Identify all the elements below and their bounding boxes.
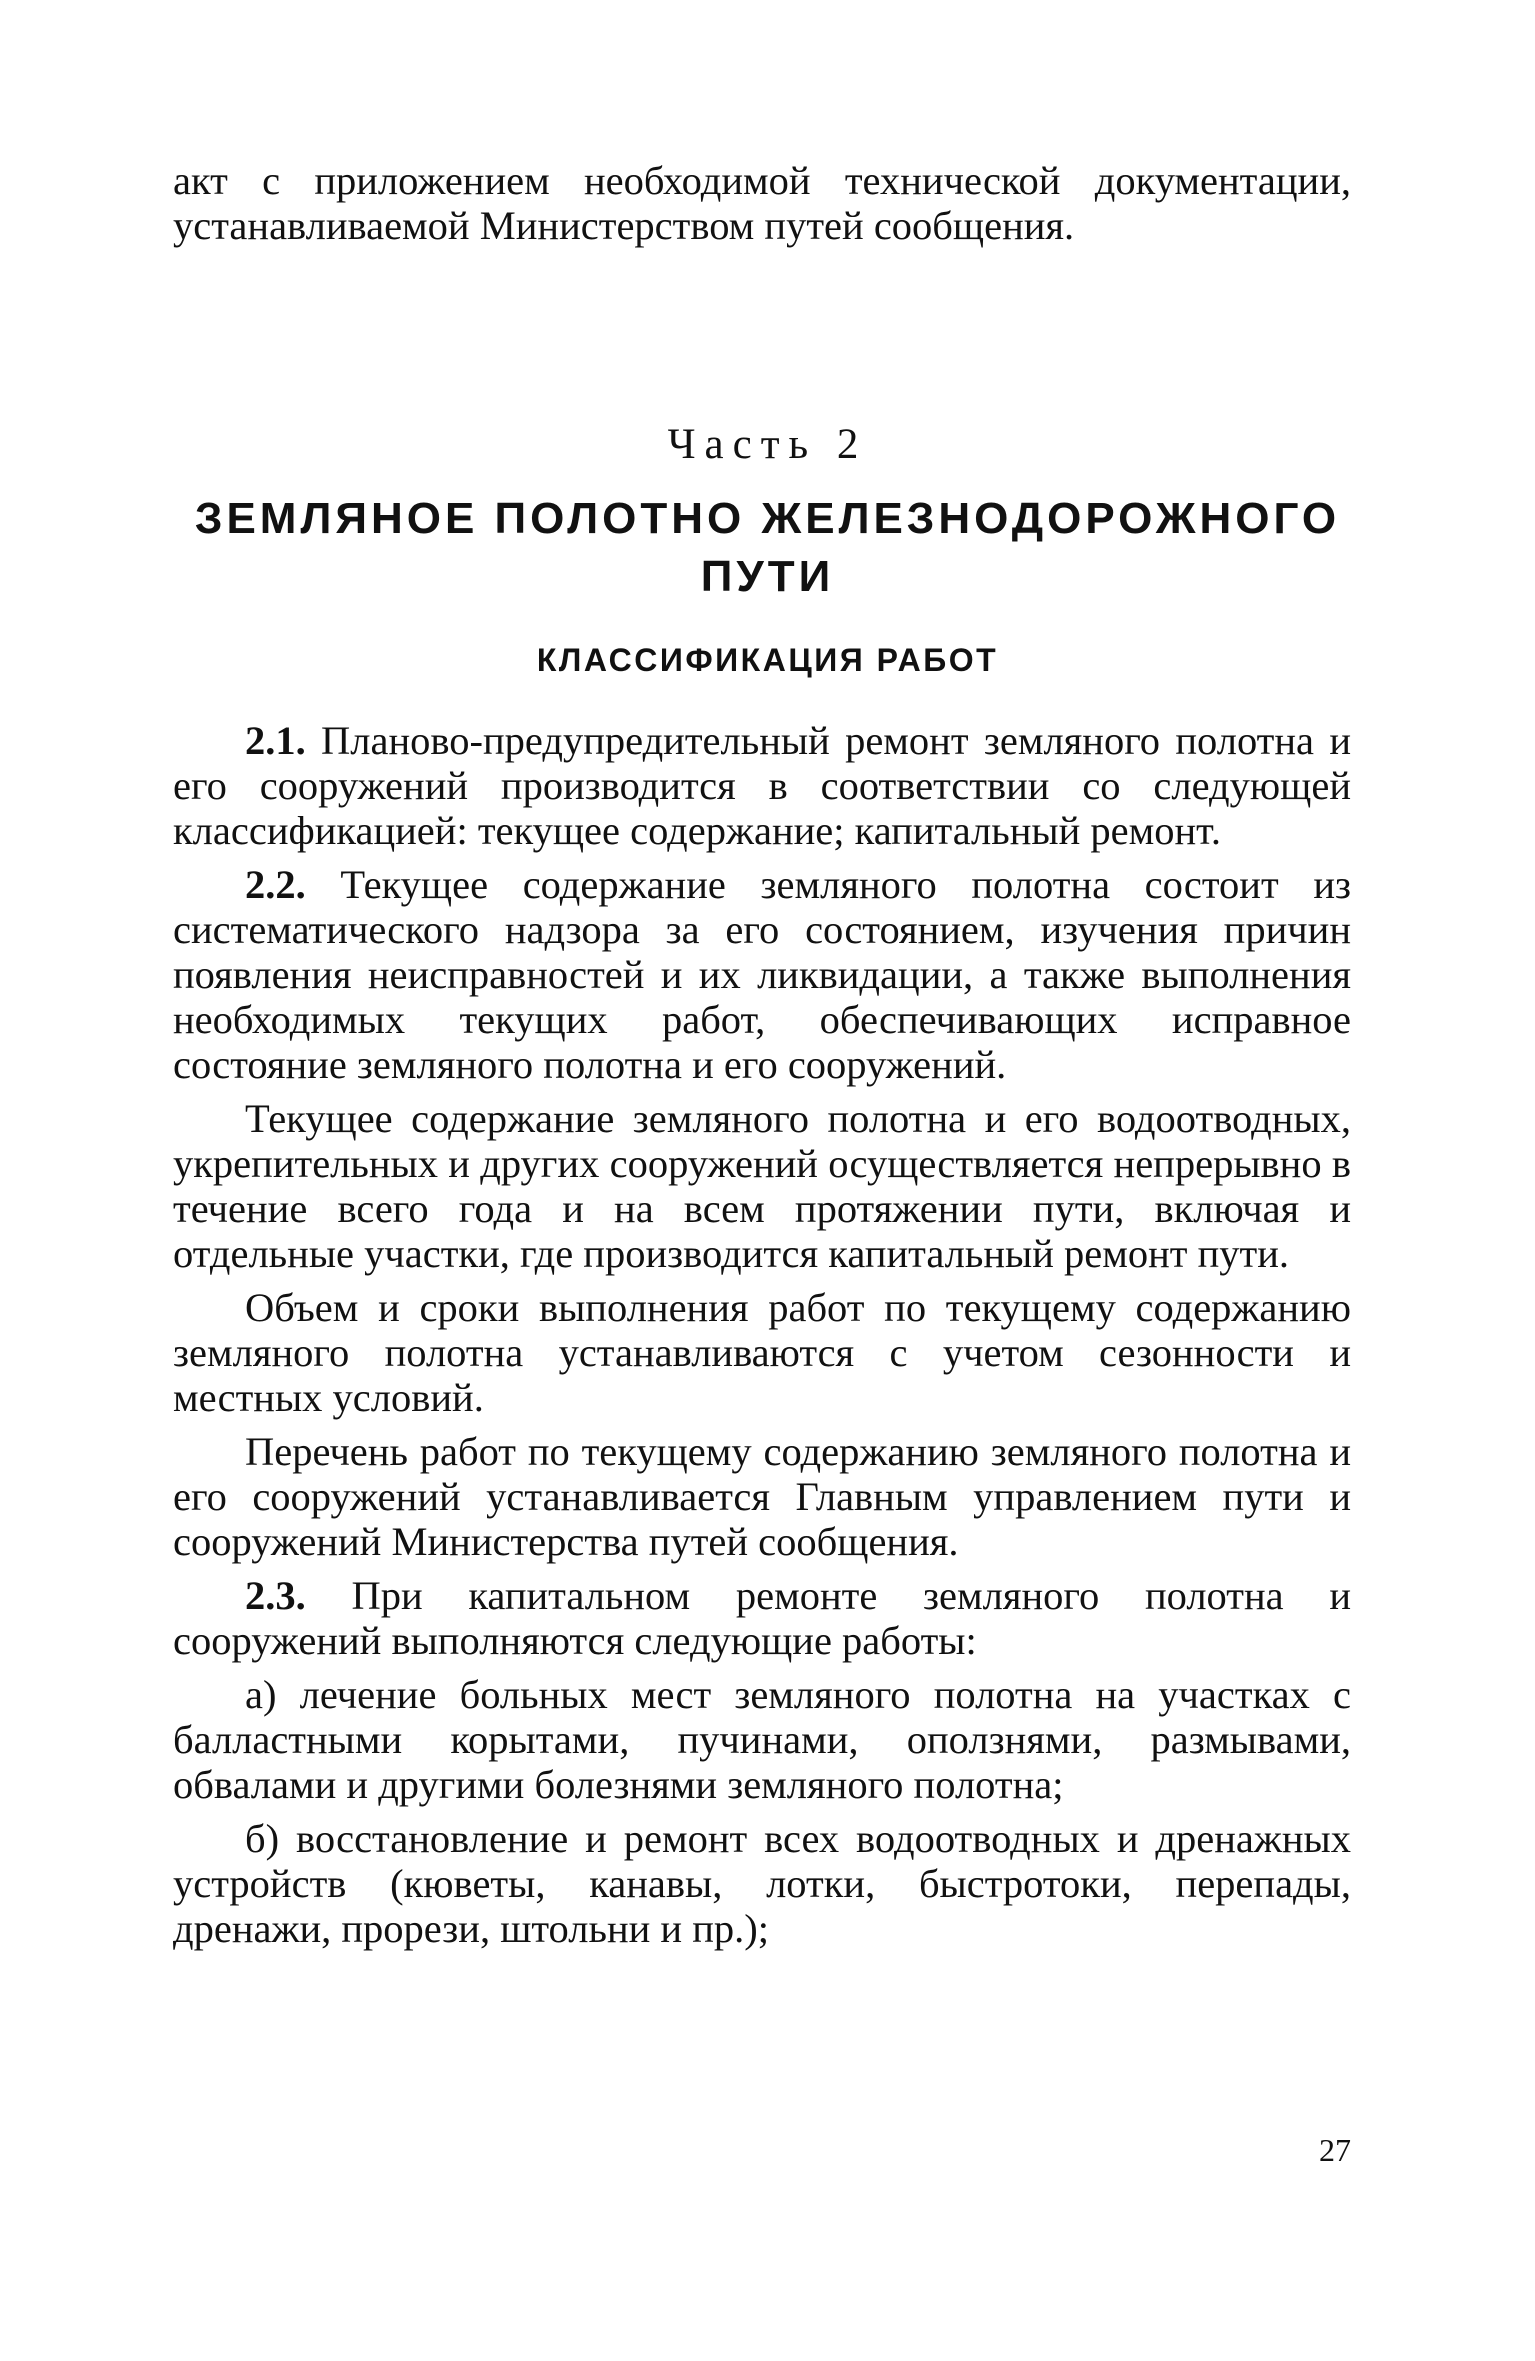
paragraph-text: При капитальном ремонте земляного полотна и сооружений выполняются следующие работы: bbox=[173, 1573, 1351, 1663]
paragraph-2-3 bbox=[173, 1573, 1351, 1663]
paragraph-work-list bbox=[173, 1429, 1351, 1564]
part-label: Часть 2 bbox=[667, 421, 868, 468]
paragraph-text: Текущее содержание земляного полотна состоит из систематического надзора за его состоянием, изучения причин появления неисправностей и их ликвидации, а также выполнения необходимых текущих работ, обеспечивающих исправное состояние земляного полотна и его сооружений. bbox=[173, 862, 1351, 1087]
intro-text: акт с приложением необходимой технической документации, устанавливаемой Министерством путей сообщения. bbox=[173, 158, 1351, 248]
paragraph-text: а) лечение больных мест земляного полотна на участках с балластными корытами, пучинами, оползнями, размывами, обвалами и другими болезнями земляного полотна; bbox=[173, 1672, 1351, 1807]
paragraph-text: Объем и сроки выполнения работ по текущему содержанию земляного полотна устанавливаются с учетом сезонности и местных условий. bbox=[173, 1285, 1351, 1420]
section-heading: КЛАССИФИКАЦИЯ РАБОТ bbox=[536, 642, 999, 678]
paragraph-2-2 bbox=[173, 862, 1351, 1087]
paragraph-number: 2.3. bbox=[245, 1573, 306, 1618]
paragraph-text: б) восстановление и ремонт всех водоотводных и дренажных устройств (кюветы, канавы, лотки, быстротоки, перепады, дренажи, прорези, штольни и пр.); bbox=[173, 1816, 1351, 1951]
part-title: ЗЕМЛЯНОЕ ПОЛОТНО ЖЕЛЕЗНОДОРОЖНОГО ПУТИ bbox=[194, 494, 1341, 601]
paragraph-current-maintenance bbox=[173, 1096, 1351, 1276]
paragraph-volume-terms bbox=[173, 1285, 1351, 1420]
paragraph-text: Планово-предупредительный ремонт земляного полотна и его сооружений производится в соответствии со следующей классификацией: текущее содержание; капитальный ремонт. bbox=[173, 718, 1351, 853]
page-number: 27 bbox=[1319, 2132, 1351, 2168]
paragraph-text: Перечень работ по текущему содержанию земляного полотна и его сооружений устанавливается Главным управлением пути и сооружений Министерства путей сообщения. bbox=[173, 1429, 1351, 1564]
paragraph-text: Текущее содержание земляного полотна и его водоотводных, укрепительных и других сооружений осуществляется непрерывно в течение всего года и на всем протяжении пути, включая и отдельные участки, где производится капитальный ремонт пути. bbox=[173, 1096, 1351, 1276]
list-item-b bbox=[173, 1816, 1351, 1951]
paragraph-number: 2.1. bbox=[245, 718, 306, 763]
list-item-a bbox=[173, 1672, 1351, 1807]
paragraph-number: 2.2. bbox=[245, 862, 306, 907]
paragraph-2-1 bbox=[173, 718, 1351, 853]
body-text bbox=[173, 718, 1351, 1960]
intro-paragraph bbox=[173, 158, 1351, 248]
